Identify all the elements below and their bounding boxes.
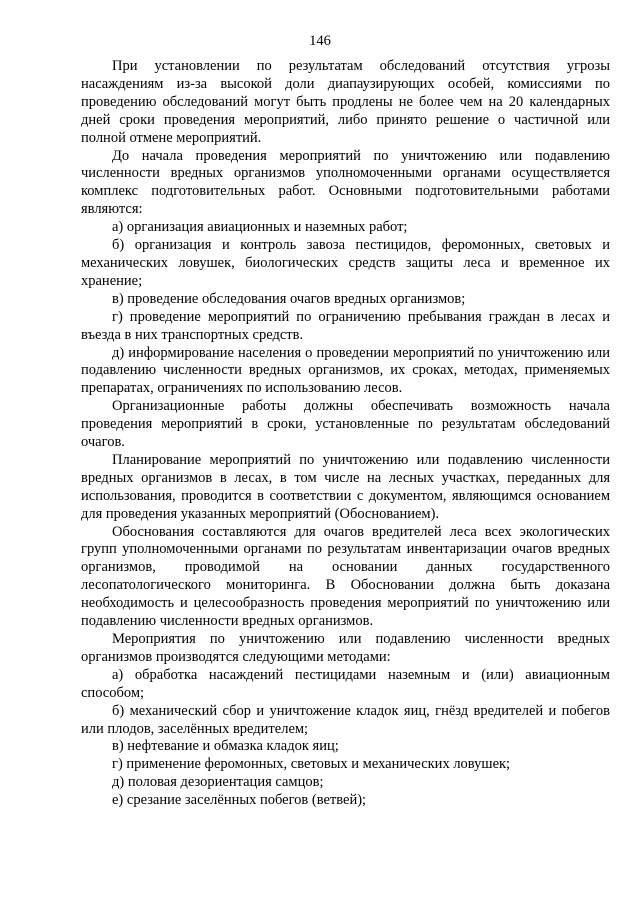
page-number: 146 — [309, 33, 331, 49]
list-item: е) срезание заселённых побегов (ветвей); — [112, 792, 367, 809]
paragraph: Обоснования составляются для очагов вредителей леса всех экологических групп уполномоченными органами по результатам инвентаризации очагов вредных организмов, проводимой на основании данных государственного лесопатологического мониторинга. В Обосновании должна быть доказана необходимость и целесообразность проведения мероприятий по уничтожению или подавлению численности вредных организмов. — [81, 523, 610, 630]
paragraph: Планирование мероприятий по уничтожению или подавлению численности вредных организмов в лесах, в том числе на лесных участках, переданных для использования, проводится в соответствии с документом, являющимся основанием для проведения указанных мероприятий (Обоснованием). — [81, 451, 610, 522]
list-item: б) организация и контроль завоза пестицидов, феромонных, световых и механических ловушек, биологических средств защиты леса и временное их хранение; — [81, 237, 610, 289]
paragraph: Организационные работы должны обеспечивать возможность начала проведения мероприятий в сроки, установленные по результатам обследований очагов. — [81, 398, 610, 451]
paragraph: Мероприятия по уничтожению или подавлению численности вредных организмов производятся следующими методами: — [81, 631, 610, 665]
list-item: г) проведение мероприятий по ограничению пребывания граждан в лесах и въезда в них транспортных средств. — [81, 308, 610, 343]
list-item: а) организация авиационных и наземных работ; — [112, 219, 408, 236]
list-item: б) механический сбор и уничтожение кладок яиц, гнёзд вредителей и побегов или плодов, заселённых вредителем; — [81, 702, 610, 737]
paragraph: До начала проведения мероприятий по уничтожению или подавлению численности вредных организмов уполномоченными органами осуществляется комплекс подготовительных работ. Основными подготовительными работами являются: — [81, 147, 610, 218]
paragraph: При установлении по результатам обследований отсутствия угрозы насаждениям из-за высокой доли диапаузирующих особей, комиссиями по проведению обследований могут быть продлены не более чем на 20 календарных дней сроки проведения мероприятий, либо принято решение о частичной или полной отмене мероприятий. — [81, 58, 610, 146]
list-item: в) нефтевание и обмазка кладок яиц; — [112, 738, 339, 755]
list-item: г) применение феромонных, световых и механических ловушек; — [112, 756, 511, 773]
list-item: д) информирование населения о проведении мероприятий по уничтожению или подавлению численности вредных организмов, их сроках, методах, применяемых препаратах, ограничениях по использованию лесов. — [81, 344, 610, 397]
list-item: д) половая дезориентация самцов; — [112, 774, 324, 791]
list-item: а) обработка насаждений пестицидами наземным и (или) авиационным способом; — [81, 666, 610, 701]
page-body — [81, 58, 610, 810]
list-item: в) проведение обследования очагов вредных организмов; — [112, 290, 466, 307]
